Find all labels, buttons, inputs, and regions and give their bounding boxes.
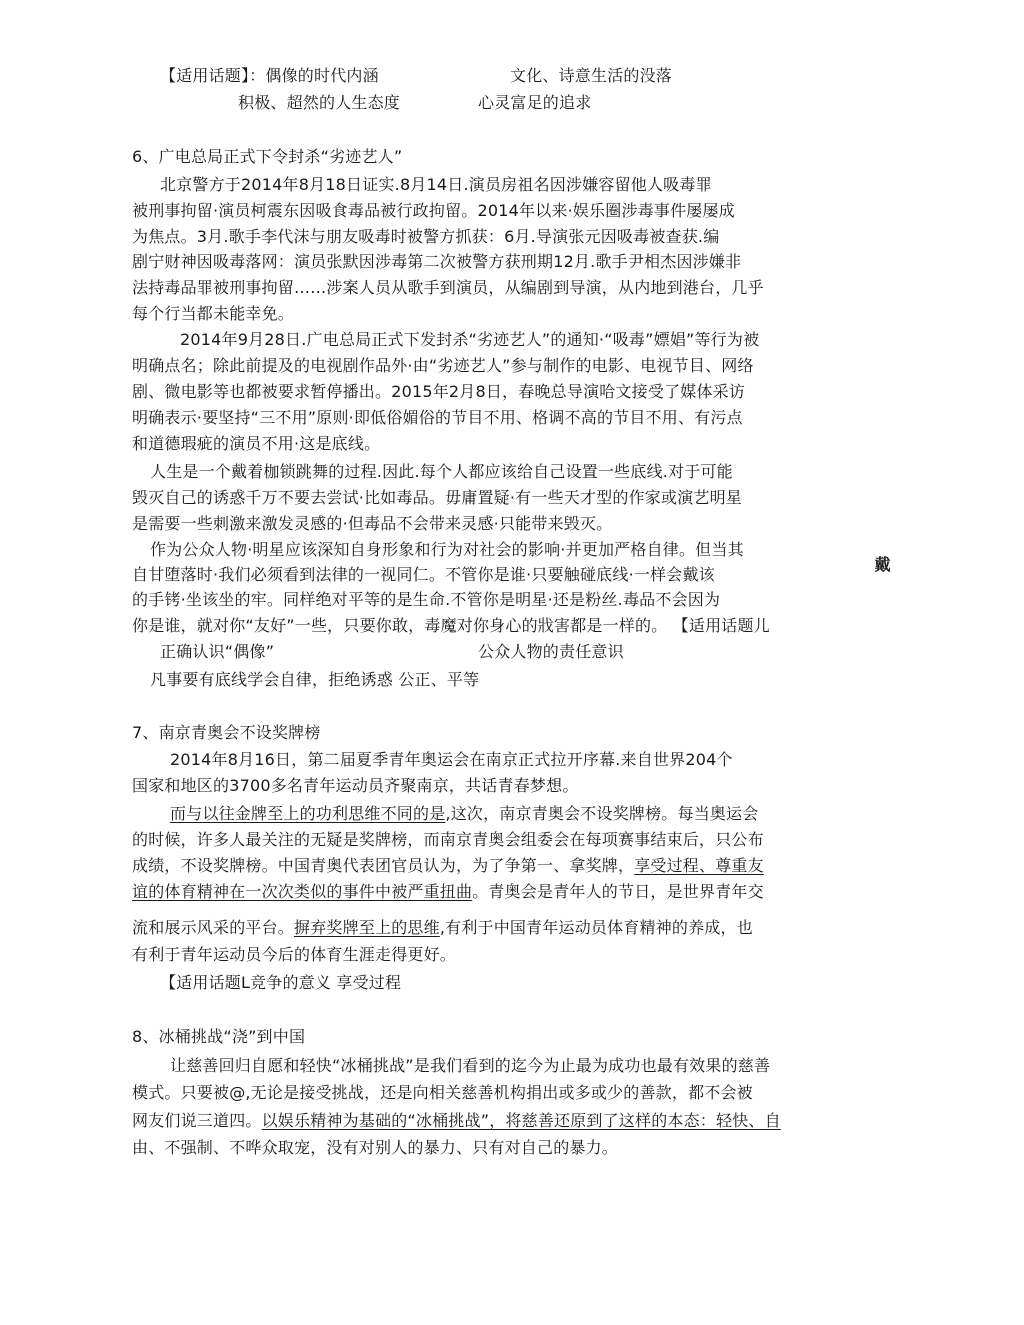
underlined-phrase: 摒弃奖牌至上的思维 bbox=[294, 918, 440, 937]
sec8-line3: 网友们说三道四。以娱乐精神为基础的“冰桶挑战”，将慈善还原到了这样的本态：轻快、自 bbox=[132, 1111, 781, 1130]
sec6-p2-line: 明确点名；除此前提及的电视剧作品外·由“劣迹艺人”参与制作的电影、电视节目、网络 bbox=[132, 356, 754, 375]
sec6-p1-line: 每个行当都未能幸免。 bbox=[132, 304, 295, 323]
sec7-p2-line6: 有利于青年运动员今后的体育生涯走得更好。 bbox=[132, 945, 457, 964]
sec7-topics: 【适用话题L竞争的意义 享受过程 bbox=[160, 973, 402, 992]
sec5-topic-attitude: 积极、超然的人生态度 bbox=[238, 93, 401, 112]
sec6-heading: 6、广电总局正式下令封杀“劣迹艺人” bbox=[132, 147, 403, 166]
sec6-p4-line: 作为公众人物·明星应该深知自身形象和行为对社会的影响·并更加严格自律。但当其 bbox=[150, 540, 744, 559]
sec8-heading: 8、冰桶挑战“浇”到中国 bbox=[132, 1027, 306, 1046]
sec8-line: 让慈善回归自愿和轻快“冰桶挑战”是我们看到的迄今为止最为成功也最有效果的慈善 bbox=[170, 1056, 771, 1075]
underlined-phrase: 而与以往金牌至上的功利思维不同的是 bbox=[170, 804, 446, 823]
sec6-p2-line: 剧、微电影等也都被要求暂停播出。2015年2月8日，春晚总导演哈文接受了媒体采访 bbox=[132, 382, 746, 401]
sec6-p1-line: 剧宁财神因吸毒落网：演员张默因涉毒第二次被警方获刑期12月.歌手尹相杰因涉嫌非 bbox=[132, 252, 742, 271]
sec6-p2-line: 明确表示·要坚持“三不用”原则·即低俗媚俗的节目不用、格调不高的节目不用、有污点 bbox=[132, 408, 743, 427]
sec7-p1-line: 国家和地区的3700多名青年运动员齐聚南京，共话青春梦想。 bbox=[132, 776, 579, 795]
sec6-topic-responsibility: 公众人物的责任意识 bbox=[478, 642, 624, 661]
sec6-topic-idol: 正确认识“偶像” bbox=[160, 642, 275, 661]
sec6-p2-line: 2014年9月28日.广电总局正式下发封杀“劣迹艺人”的通知·“吸毒”嫖娼”等行为被 bbox=[180, 330, 760, 349]
sec6-p3-line: 是需要一些刺激来激发灵感的·但毒品不会带来灵感·只能带来毁灭。 bbox=[132, 514, 613, 533]
sec5-topic-spirit: 心灵富足的追求 bbox=[478, 93, 592, 112]
sec6-p1-line: 北京警方于2014年8月18日证实.8月14日.演员房祖名因涉嫌容留他人吸毒罪 bbox=[160, 175, 712, 194]
sec5-topic-culture: 文化、诗意生活的没落 bbox=[510, 66, 673, 85]
sec7-p2-line2: 的时候，许多人最关注的无疑是奖牌榜，而南京青奥会组委会在每项赛事结束后，只公布 bbox=[132, 830, 764, 849]
sec6-p1-line: 为焦点。3月.歌手李代沫与朋友吸毒时被警方抓获：6月.导演张元因吸毒被查获.编 bbox=[132, 227, 720, 246]
sec7-p2-line5: 流和展示风采的平台。摒弃奖牌至上的思维,有利于中国青年运动员体育精神的养成，也 bbox=[132, 918, 753, 937]
sec7-p2-line3: 成绩，不设奖牌榜。中国青奥代表团官员认为，为了争第一、拿奖牌，享受过程、尊重友 bbox=[132, 856, 764, 875]
sec6-p4-line: 你是谁，就对你“友好”一些，只要你敢，毒魔对你身心的戕害都是一样的。 【适用话题儿 bbox=[132, 616, 770, 635]
sec7-heading: 7、南京青奥会不设奖牌榜 bbox=[132, 723, 321, 742]
sec7-p1-line: 2014年8月16日，第二届夏季青年奥运会在南京正式拉开序幕.来自世界204个 bbox=[170, 750, 733, 769]
sec7-p2-line4: 谊的体育精神在一次次类似的事件中被严重扭曲。青奥会是青年人的节日，是世界青年交 bbox=[132, 882, 764, 901]
underlined-phrase: 以娱乐精神为基础的“冰桶挑战”，将慈善还原到了这样的本态：轻快、自 bbox=[261, 1111, 781, 1130]
sec8-line: 模式。只要被@,无论是接受挑战，还是向相关慈善机构捐出或多或少的善款，都不会被 bbox=[132, 1083, 753, 1102]
sec6-p3-line: 人生是一个戴着枷锁跳舞的过程.因此.每个人都应该给自己设置一些底线.对于可能 bbox=[150, 462, 733, 481]
underlined-phrase: 谊的体育精神在一次次类似的事件中被严重扭曲 bbox=[132, 882, 473, 901]
sec8-line: 由、不强制、不哗众取宠，没有对别人的暴力、只有对自己的暴力。 bbox=[132, 1138, 619, 1157]
margin-side-note: 戴 bbox=[872, 556, 891, 572]
sec6-topic-bottomline: 凡事要有底线学会自律，拒绝诱惑 公正、平等 bbox=[150, 670, 480, 689]
sec7-p2-line1: 而与以往金牌至上的功利思维不同的是,这次，南京青奥会不设奖牌榜。每当奥运会 bbox=[170, 804, 759, 823]
sec6-p2-line: 和道德瑕疵的演员不用·这是底线。 bbox=[132, 434, 381, 453]
underlined-phrase: 享受过程、尊重友 bbox=[634, 856, 764, 875]
sec6-p3-line: 毁灭自己的诱惑千万不要去尝试·比如毒品。毋庸置疑·有一些天才型的作家或演艺明星 bbox=[132, 488, 742, 507]
sec5-topics-label: 【适用话题】：偶像的时代内涵 bbox=[160, 66, 379, 85]
sec6-p4-line: 的手铐·坐该坐的牢。同样绝对平等的是生命.不管你是明星·还是粉丝.毒品不会因为 bbox=[132, 590, 721, 609]
sec6-p1-line: 法持毒品罪被刑事拘留……涉案人员从歌手到演员，从编剧到导演，从内地到港台，几乎 bbox=[132, 278, 764, 297]
sec6-p1-line: 被刑事拘留·演员柯震东因吸食毒品被行政拘留。2014年以来·娱乐圈涉毒事件屡屡成 bbox=[132, 201, 735, 220]
sec6-p4-line: 自甘堕落时·我们必须看到法律的一视同仁。不管你是谁·只要触碰底线·一样会戴该 bbox=[132, 565, 715, 584]
